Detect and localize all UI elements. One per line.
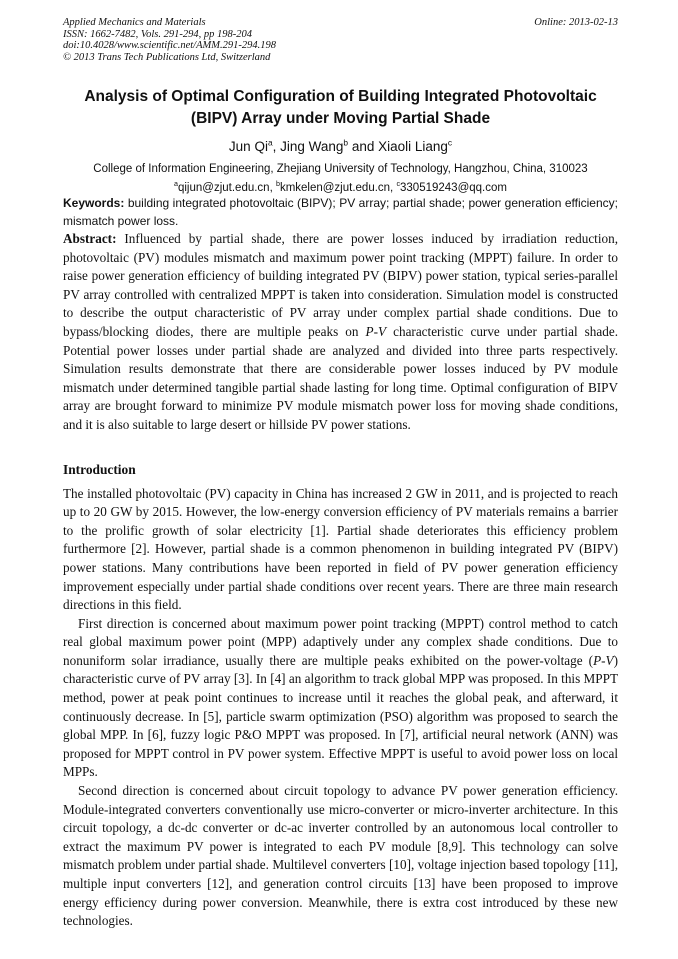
journal-header xyxy=(63,17,618,63)
paper-title-line2: (BIPV) Array under Moving Partial Shade xyxy=(190,110,491,127)
section-heading-introduction: Introduction xyxy=(63,461,136,477)
paper-title xyxy=(63,86,618,130)
paper-title-line1: Analysis of Optimal Configuration of Building Integrated Photovoltaic xyxy=(84,88,597,105)
online-date: Online: 2013-02-13 xyxy=(534,17,618,28)
journal-copyright-line: © 2013 Trans Tech Publications Ltd, Switzerland xyxy=(63,51,271,63)
intro-paragraph-2: First direction is concerned about maximum power point tracking (MPPT) control method to catch real global maximum power point (MPP) adaptively under any complex shade conditions. Due to nonuniform solar irradiance, usually there are multiple peaks exhibited on the power-voltage (P-V) characteristic curve of PV array [3]. In [4] an algorithm to track global MPP was proposed. In this MPPT method, power at peak point continues to increase until it reaches the global peak, and afterward, it continuously decrease. In [5], particle swarm optimization (PSO) algorithm was proposed to search the global MPP. In [6], fuzzy logic P&O MPPT was proposed. In [7], artificial neural network (ANN) was proposed for MPPT control in PV power system. Effective MPPT is useful to avoid power loss on local MPPs. xyxy=(63,615,618,780)
intro-paragraph-1: The installed photovoltaic (PV) capacity in China has increased 2 GW in 2011, and is projected to reach up to 20 GW by 2015. However, the low-energy conversion efficiency of PV materials remains a barrier to the prolific growth of solar electricity [1]. Partial shade deteriorates this efficiency problem furthermore [2]. However, partial shade is a common phenomenon in building integrated PV (BIPV) power stations. Many contributions have been reported in field of PV power generation efficiency improvement especially under partial shade conditions over recent years. There are three main research directions in this field. xyxy=(63,485,618,613)
keywords-paragraph: Keywords: building integrated photovoltaic (BIPV); PV array; partial shade; power generation efficiency; mismatch power loss. xyxy=(63,196,618,228)
journal-doi-line: doi:10.4028/www.scientific.net/AMM.291-294.198 xyxy=(63,40,276,51)
abstract-paragraph: Abstract: Influenced by partial shade, there are power losses induced by irradiation reduction, photovoltaic (PV) modules mismatch and maximum power point tracking (MPPT) failure. In order to raise power generation efficiency of building integrated PV (BIPV) power station, typical series-parallel PV array controlled with centralized MPPT is taken into consideration. Simulation model is constructed to describe the output characteristic of PV array under complex partial shade conditions. Due to bypass/blocking diodes, there are multiple peaks on P-V characteristic curve under partial shade. Potential power losses under partial shade are analyzed and divided into three parts respectively. Simulation results demonstrate that there are considerable power losses induced by PV module mismatch under determined tangible partial shade lasting for long time. Optimal configuration of BIPV array are brought forward to minimize PV module mismatch power loss for moving shade conditions, and it is also suitable to large desert or hillside PV power stations. xyxy=(63,231,619,432)
intro-paragraph-3: Second direction is concerned about circuit topology to advance PV power generation efficiency. Module-integrated converters conventionally use micro-converter or micro-inverter architecture. In this circuit topology, a dc-dc converter or dc-ac inverter controlled by an autonomous local controller to extract the maximum PV power is integrated to each PV module [8,9]. This technology can solve mismatch problem under partial shade. Multilevel converters [10], voltage injection based topology [11], multiple input converters [12], and generation control circuits [13] have been proposed to improve energy efficiency during power conversion. Meanwhile, there is extra cost introduced by these new technologies. xyxy=(63,783,618,929)
authors-line: Jun Qi$^a$, Jing Wang$^b$ and Xiaoli Liang$^c$ xyxy=(228,137,453,154)
journal-header-left xyxy=(63,17,276,63)
emails-line: $^a$qijun@zjut.edu.cn, $^b$kmkelen@zjut.edu.cn, $^c$330519243@qq.com xyxy=(174,180,507,194)
journal-issn-line: ISSN: 1662-7482, Vols. 291-294, pp 198-204 xyxy=(63,28,252,40)
journal-name: Applied Mechanics and Materials xyxy=(63,17,206,28)
affiliation-line: College of Information Engineering, Zhejiang University of Technology, Hangzhou, China, 310023 xyxy=(93,163,588,175)
